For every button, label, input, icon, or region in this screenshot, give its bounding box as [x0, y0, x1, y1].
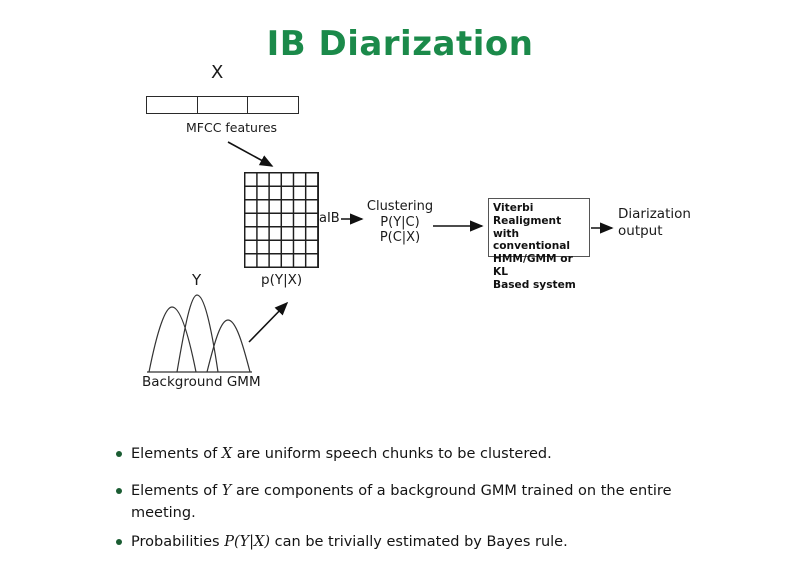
- bullet-text: [131, 481, 686, 524]
- bullet-item-3: [114, 532, 686, 554]
- chunk-segment: [198, 97, 249, 113]
- bullet-3-math: P(Y|X): [224, 534, 271, 550]
- page-title: IB Diarization: [266, 24, 534, 64]
- bullet-item-1: [114, 444, 686, 466]
- arrow-mfcc-to-grid: [228, 142, 272, 166]
- bullet-icon: [116, 451, 122, 457]
- grid-caption-pyx: p(Y|X): [261, 272, 303, 288]
- viterbi-line1: Viterbi Realigment: [493, 202, 562, 227]
- bullet-3-pre: Probabilities: [131, 534, 225, 550]
- gaussian-curve-1: [149, 307, 196, 372]
- chunk-segment: [248, 97, 298, 113]
- output-line2: output: [618, 222, 663, 239]
- clustering-pcx: P(C|X): [379, 230, 421, 245]
- viterbi-line3: HMM/GMM or KL: [493, 253, 573, 278]
- arrow-gmm-to-grid: [249, 303, 287, 342]
- gmm-curves: [147, 295, 252, 372]
- bullet-2-post: are components of a background GMM trained on the entire meeting.: [131, 483, 672, 521]
- mfcc-features-label: MFCC features: [186, 120, 278, 135]
- bullet-1-post: are uniform speech chunks to be clustered.: [232, 446, 552, 462]
- viterbi-realignment-box: [488, 198, 590, 291]
- chunk-segment: [147, 97, 198, 113]
- viterbi-line2: with conventional: [493, 227, 571, 253]
- bullet-2-pre: Elements of: [131, 483, 222, 499]
- probability-matrix-grid: [244, 172, 319, 268]
- clustering-title: Clustering: [366, 199, 434, 214]
- clustering-pyc: P(Y|C): [380, 214, 420, 230]
- bullet-2-math: Y: [221, 483, 232, 499]
- gaussian-curve-3: [207, 320, 250, 372]
- viterbi-line4: Based system: [493, 278, 576, 291]
- bullet-icon: [116, 539, 122, 545]
- y-variable-label: Y: [192, 271, 202, 289]
- bullet-item-2: [114, 481, 686, 524]
- bullet-text: [131, 444, 686, 466]
- speech-chunks-rectangle: [146, 96, 299, 114]
- background-gmm-label: Background GMM: [142, 374, 261, 390]
- clustering-label-block: [356, 199, 444, 246]
- bullet-1-pre: Elements of: [131, 446, 222, 462]
- bullet-text: [131, 532, 686, 554]
- diarization-output-label: [618, 206, 691, 239]
- aib-label: aIB: [319, 211, 340, 226]
- output-line1: Diarization: [618, 206, 691, 222]
- bullet-icon: [116, 488, 122, 494]
- bullet-3-post: can be trivially estimated by Bayes rule.: [270, 534, 568, 550]
- x-variable-label: X: [211, 62, 224, 83]
- gaussian-curve-2: [177, 295, 218, 372]
- bullet-1-math: X: [221, 446, 233, 462]
